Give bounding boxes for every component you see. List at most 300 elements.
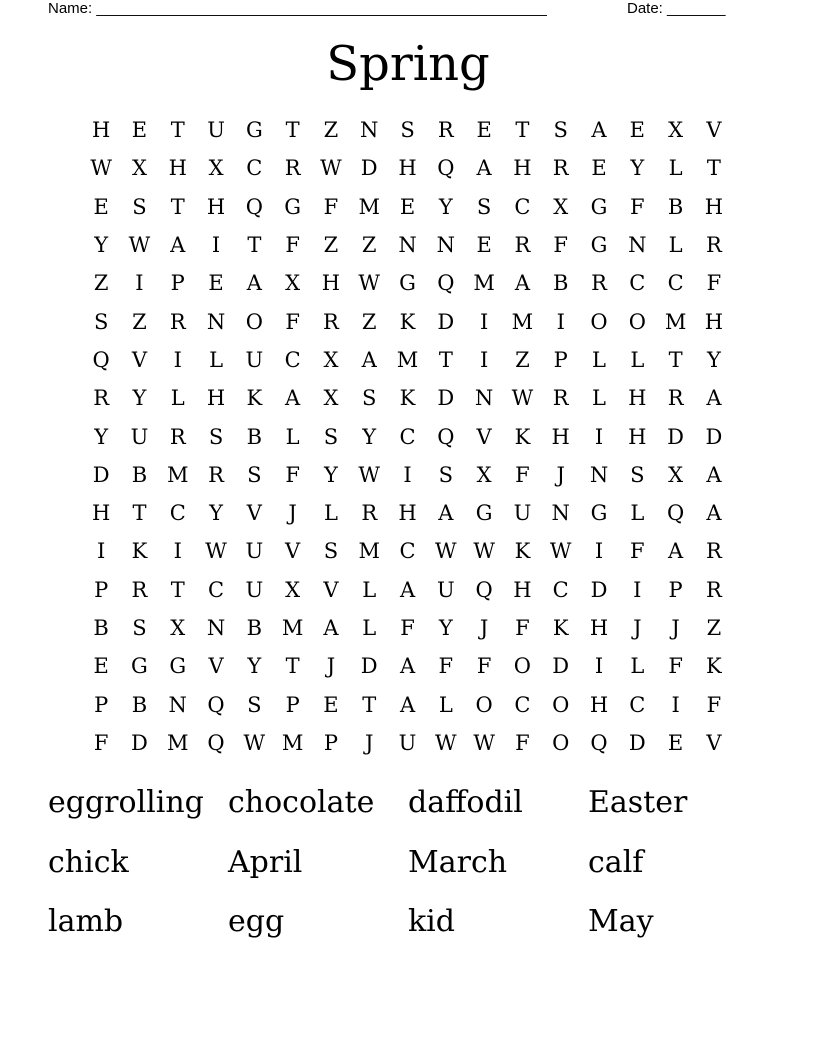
grid-letter: A xyxy=(514,271,530,296)
grid-row xyxy=(82,456,733,494)
grid-letter: E xyxy=(93,654,109,679)
grid-letter: N xyxy=(628,233,647,258)
grid-letter: F xyxy=(93,730,109,755)
grid-letter: G xyxy=(131,654,148,679)
grid-letter: I xyxy=(479,347,489,372)
grid-letter: N xyxy=(398,233,417,258)
grid-letter: L xyxy=(362,577,377,602)
grid-letter: L xyxy=(592,386,606,411)
grid-letter: F xyxy=(285,462,300,487)
grid-letter: F xyxy=(668,654,683,679)
grid-letter: Z xyxy=(515,347,530,372)
grid-letter: S xyxy=(630,462,645,487)
grid-letter: L xyxy=(362,616,377,640)
grid-letter: R xyxy=(169,309,186,334)
grid-letter: Q xyxy=(207,692,225,717)
grid-letter: C xyxy=(399,539,416,564)
grid-row xyxy=(82,494,733,532)
word-bank-item: April xyxy=(228,844,303,880)
grid-letter: M xyxy=(664,309,687,334)
grid-letter: C xyxy=(208,577,225,602)
grid-letter: Y xyxy=(94,424,109,449)
grid-letter: M xyxy=(358,539,380,564)
grid-letter: T xyxy=(285,118,300,143)
grid-letter: F xyxy=(400,616,415,640)
grid-letter: L xyxy=(630,654,645,679)
grid-letter: A xyxy=(361,347,377,372)
grid-letter: H xyxy=(628,386,647,411)
grid-letter: A xyxy=(246,271,262,296)
grid-letter: L xyxy=(438,692,453,717)
grid-letter: C xyxy=(514,692,531,717)
grid-row xyxy=(82,417,733,455)
grid-letter: O xyxy=(513,654,532,679)
grid-letter: F xyxy=(706,692,722,717)
grid-letter: E xyxy=(476,233,492,258)
grid-letter: G xyxy=(245,118,263,143)
grid-letter: J xyxy=(479,616,489,640)
grid-letter: A xyxy=(476,156,492,181)
grid-letter: T xyxy=(706,156,721,181)
grid-letter: L xyxy=(630,501,645,526)
grid-letter: R xyxy=(131,577,148,602)
grid-letter: N xyxy=(206,616,226,640)
grid-letter: W xyxy=(435,539,457,564)
grid-letter: E xyxy=(476,118,492,143)
grid-letter: M xyxy=(281,730,304,755)
word-bank-item: lamb xyxy=(48,904,124,939)
grid-letter: T xyxy=(285,654,300,679)
grid-letter: A xyxy=(285,386,301,411)
grid-letter: G xyxy=(590,233,608,258)
grid-letter: R xyxy=(208,462,224,487)
date-field: Date: _______ xyxy=(627,0,726,17)
grid-letter: Z xyxy=(132,309,147,334)
grid-letter: I xyxy=(403,462,412,487)
grid-letter: P xyxy=(94,692,109,717)
grid-letter: I xyxy=(633,577,642,602)
grid-letter: Q xyxy=(437,271,455,296)
grid-letter: X xyxy=(476,462,492,487)
grid-letter: Y xyxy=(706,347,721,372)
grid-letter: R xyxy=(705,577,722,602)
grid-letter: M xyxy=(281,616,304,640)
grid-letter: K xyxy=(131,539,148,564)
grid-letter: K xyxy=(514,539,531,564)
grid-letter: P xyxy=(94,577,109,602)
grid-letter: G xyxy=(169,654,187,679)
grid-letter: J xyxy=(326,654,336,679)
grid-letter: H xyxy=(398,156,417,181)
grid-letter: X xyxy=(208,156,224,181)
grid-letter: T xyxy=(362,692,377,717)
grid-row xyxy=(82,685,733,723)
grid-letter: J xyxy=(365,730,374,755)
grid-letter: O xyxy=(245,309,263,334)
grid-letter: U xyxy=(207,118,225,143)
grid-letter: N xyxy=(474,386,494,411)
grid-letter: G xyxy=(590,194,608,219)
grid-letter: L xyxy=(668,233,683,258)
grid-letter: D xyxy=(628,730,646,755)
grid-letter: I xyxy=(211,233,221,258)
grid-letter: K xyxy=(399,386,416,411)
grid-letter: M xyxy=(166,730,189,755)
grid-letter: M xyxy=(358,194,380,219)
grid-letter: I xyxy=(671,692,680,717)
grid-letter: V xyxy=(323,577,339,602)
grid-letter: F xyxy=(323,194,339,219)
grid-letter: V xyxy=(246,501,262,526)
grid-row xyxy=(82,264,733,302)
grid-letter: C xyxy=(514,194,531,219)
grid-letter: D xyxy=(360,156,378,181)
grid-letter: E xyxy=(667,730,684,755)
grid-letter: B xyxy=(552,271,569,296)
grid-letter: C xyxy=(667,271,684,296)
word-bank-item: March xyxy=(408,844,508,880)
grid-letter: S xyxy=(323,424,339,449)
grid-letter: R xyxy=(169,424,186,449)
grid-letter: D xyxy=(92,462,110,487)
grid-letter: J xyxy=(633,616,642,640)
grid-letter: T xyxy=(515,118,530,143)
grid-letter: N xyxy=(589,462,609,487)
grid-letter: Y xyxy=(132,386,147,411)
grid-letter: M xyxy=(396,347,419,372)
grid-letter: Z xyxy=(361,309,377,334)
grid-letter: O xyxy=(552,692,570,717)
grid-letter: F xyxy=(476,654,492,679)
grid-letter: F xyxy=(630,539,645,564)
grid-letter: W xyxy=(243,730,266,755)
grid-letter: Y xyxy=(362,424,377,449)
grid-letter: N xyxy=(168,692,187,717)
grid-letter: E xyxy=(399,194,416,219)
grid-letter: N xyxy=(206,309,226,334)
word-bank-item: calf xyxy=(588,844,644,880)
grid-letter: B xyxy=(131,462,148,487)
grid-letter: W xyxy=(205,539,227,564)
grid-letter: V xyxy=(706,730,722,755)
grid-letter: Q xyxy=(437,156,455,181)
grid-letter: D xyxy=(552,654,570,679)
grid-letter: W xyxy=(320,156,342,181)
grid-letter: K xyxy=(706,654,722,679)
grid-letter: T xyxy=(668,347,683,372)
grid-letter: J xyxy=(556,462,565,487)
grid-letter: S xyxy=(247,692,262,717)
grid-letter: I xyxy=(594,539,604,564)
grid-letter: A xyxy=(438,501,454,526)
grid-letter: G xyxy=(475,501,493,526)
grid-letter: T xyxy=(247,233,262,258)
grid-letter: V xyxy=(208,654,224,679)
grid-letter: H xyxy=(513,156,532,181)
grid-letter: R xyxy=(705,539,722,564)
grid-letter: Q xyxy=(92,347,110,372)
name-field: Name: ______________________________________________________ xyxy=(48,0,547,17)
grid-letter: A xyxy=(399,654,416,679)
grid-letter: Z xyxy=(706,616,722,640)
grid-letter: N xyxy=(360,118,379,143)
grid-letter: A xyxy=(591,118,607,143)
word-bank-item: May xyxy=(588,904,654,939)
word-bank-item: eggrolling xyxy=(48,785,204,820)
grid-letter: T xyxy=(170,194,185,219)
grid-letter: I xyxy=(556,309,565,334)
grid-letter: U xyxy=(130,424,149,449)
grid-letter: U xyxy=(245,539,264,564)
grid-letter: Q xyxy=(590,730,608,755)
grid-letter: X xyxy=(668,118,684,143)
grid-letter: K xyxy=(514,424,531,449)
grid-letter: C xyxy=(246,156,263,181)
grid-letter: R xyxy=(284,156,301,181)
grid-letter: D xyxy=(437,386,455,411)
grid-letter: J xyxy=(671,616,680,640)
grid-letter: R xyxy=(93,386,110,411)
grid-letter: S xyxy=(400,118,415,143)
grid-letter: U xyxy=(398,730,417,755)
grid-letter: T xyxy=(132,501,147,526)
grid-letter: T xyxy=(438,347,453,372)
grid-letter: P xyxy=(285,692,300,717)
grid-letter: C xyxy=(284,347,301,372)
grid-letter: Y xyxy=(209,501,223,526)
grid-letter: H xyxy=(589,692,609,717)
grid-letter: C xyxy=(552,577,569,602)
grid-letter: A xyxy=(706,501,722,526)
grid-letter: H xyxy=(589,616,609,640)
grid-letter: R xyxy=(667,386,684,411)
grid-letter: C xyxy=(629,271,646,296)
grid-letter: Z xyxy=(323,118,339,143)
grid-letter: Y xyxy=(438,194,453,219)
grid-letter: W xyxy=(473,730,495,755)
grid-letter: Z xyxy=(323,233,339,258)
grid-letter: D xyxy=(590,577,608,602)
grid-letter: M xyxy=(166,462,189,487)
grid-letter: I xyxy=(97,539,106,564)
grid-letter: H xyxy=(704,194,724,219)
grid-row xyxy=(82,609,733,647)
grid-row xyxy=(82,532,733,570)
grid-letter: H xyxy=(91,118,111,143)
grid-letter: I xyxy=(173,539,182,564)
grid-letter: S xyxy=(476,194,492,219)
grid-letter: T xyxy=(170,577,185,602)
grid-letter: R xyxy=(514,233,531,258)
grid-row xyxy=(82,647,733,685)
grid-letter: R xyxy=(591,271,607,296)
grid-letter: X xyxy=(285,271,301,296)
grid-letter: H xyxy=(551,424,570,449)
grid-letter: B xyxy=(131,692,148,717)
grid-letter: K xyxy=(246,386,263,411)
grid-letter: S xyxy=(323,539,339,564)
grid-letter: B xyxy=(246,616,263,640)
grid-letter: H xyxy=(206,194,226,219)
grid-letter: B xyxy=(667,194,684,219)
grid-letter: D xyxy=(705,424,723,449)
grid-letter: T xyxy=(170,118,185,143)
grid-letter: E xyxy=(93,194,109,219)
grid-letter: L xyxy=(592,347,606,372)
grid-letter: S xyxy=(93,309,109,334)
grid-letter: V xyxy=(131,347,148,372)
grid-letter: O xyxy=(628,309,646,334)
grid-letter: S xyxy=(438,462,454,487)
grid-letter: A xyxy=(399,692,416,717)
grid-letter: X xyxy=(323,347,339,372)
grid-letter: F xyxy=(630,194,645,219)
grid-letter: L xyxy=(285,424,300,449)
grid-letter: V xyxy=(285,539,301,564)
grid-letter: Y xyxy=(323,462,338,487)
word-bank-item: egg xyxy=(228,904,285,939)
grid-letter: M xyxy=(473,271,495,296)
grid-letter: O xyxy=(552,730,570,755)
grid-letter: D xyxy=(667,424,685,449)
grid-letter: S xyxy=(362,386,377,411)
grid-row xyxy=(82,571,733,609)
grid-letter: U xyxy=(245,577,264,602)
grid-letter: B xyxy=(93,616,109,640)
grid-letter: I xyxy=(173,347,182,372)
grid-letter: G xyxy=(590,501,608,526)
grid-letter: Y xyxy=(630,156,645,181)
grid-row xyxy=(82,149,733,187)
grid-letter: I xyxy=(135,271,144,296)
grid-letter: H xyxy=(513,577,532,602)
grid-letter: A xyxy=(706,386,722,411)
grid-letter: E xyxy=(591,156,607,181)
grid-letter: Q xyxy=(207,730,225,755)
grid-letter: A xyxy=(399,577,416,602)
grid-letter: R xyxy=(552,386,569,411)
grid-letter: Q xyxy=(475,577,493,602)
grid-letter: V xyxy=(706,118,722,143)
grid-row xyxy=(82,724,733,762)
grid-letter: D xyxy=(360,654,378,679)
grid-letter: Y xyxy=(247,654,262,679)
grid-letter: E xyxy=(131,118,148,143)
grid-letter: D xyxy=(437,309,455,334)
grid-letter: Q xyxy=(666,501,685,526)
grid-letter: X xyxy=(323,386,339,411)
grid-letter: W xyxy=(511,386,534,411)
grid-row xyxy=(82,188,733,226)
grid-letter: M xyxy=(511,309,534,334)
grid-letter: W xyxy=(473,539,495,564)
grid-letter: P xyxy=(323,730,338,755)
grid-letter: W xyxy=(549,539,572,564)
grid-letter: O xyxy=(475,692,493,717)
grid-letter: P xyxy=(170,271,185,296)
grid-letter: S xyxy=(553,118,568,143)
grid-letter: J xyxy=(288,501,297,526)
letter-grid xyxy=(82,111,733,762)
grid-letter: S xyxy=(247,462,262,487)
grid-row xyxy=(82,379,733,417)
word-bank-item: daffodil xyxy=(408,785,523,820)
word-bank-item: Easter xyxy=(588,785,688,820)
grid-letter: L xyxy=(323,501,338,526)
grid-letter: G xyxy=(399,271,416,296)
grid-letter: P xyxy=(553,347,568,372)
grid-letter: S xyxy=(132,194,147,219)
word-bank-item: kid xyxy=(408,904,455,939)
grid-letter: R xyxy=(437,118,454,143)
grid-letter: F xyxy=(515,616,530,640)
grid-letter: D xyxy=(131,730,148,755)
grid-letter: B xyxy=(246,424,263,449)
grid-letter: H xyxy=(628,424,647,449)
word-bank-item: chick xyxy=(48,844,129,880)
grid-letter: L xyxy=(209,347,224,372)
grid-letter: I xyxy=(479,309,489,334)
grid-letter: R xyxy=(705,233,722,258)
grid-letter: U xyxy=(436,577,455,602)
grid-letter: F xyxy=(285,309,300,334)
grid-letter: A xyxy=(170,233,186,258)
grid-letter: A xyxy=(668,539,684,564)
grid-letter: C xyxy=(629,692,646,717)
grid-letter: H xyxy=(398,501,417,526)
grid-letter: K xyxy=(552,616,569,640)
grid-letter: A xyxy=(323,616,339,640)
grid-letter: I xyxy=(594,424,604,449)
grid-letter: U xyxy=(513,501,532,526)
grid-letter: E xyxy=(208,271,224,296)
grid-letter: X xyxy=(170,616,186,640)
grid-letter: E xyxy=(323,692,339,717)
grid-letter: S xyxy=(132,616,147,640)
grid-row xyxy=(82,111,733,149)
grid-letter: E xyxy=(629,118,645,143)
grid-letter: X xyxy=(285,577,301,602)
grid-letter: F xyxy=(438,654,454,679)
grid-letter: L xyxy=(170,386,185,411)
grid-letter: S xyxy=(208,424,224,449)
word-bank-item: chocolate xyxy=(228,785,375,820)
grid-letter: C xyxy=(399,424,416,449)
grid-letter: X xyxy=(668,462,684,487)
grid-letter: Y xyxy=(438,616,453,640)
grid-letter: P xyxy=(668,577,683,602)
grid-letter: F xyxy=(706,271,722,296)
grid-letter: N xyxy=(551,501,570,526)
header-row xyxy=(0,0,816,20)
grid-letter: Q xyxy=(245,194,263,219)
grid-letter: K xyxy=(399,309,416,334)
grid-letter: W xyxy=(128,233,151,258)
grid-letter: H xyxy=(168,156,187,181)
grid-letter: G xyxy=(284,194,302,219)
grid-letter: F xyxy=(285,233,300,258)
grid-letter: Y xyxy=(94,233,109,258)
grid-letter: Q xyxy=(437,424,455,449)
grid-letter: W xyxy=(435,730,457,755)
grid-letter: U xyxy=(245,347,264,372)
grid-letter: R xyxy=(552,156,569,181)
page-title: Spring xyxy=(326,36,490,92)
grid-letter: H xyxy=(91,501,111,526)
grid-letter: F xyxy=(515,730,530,755)
grid-row xyxy=(82,341,733,379)
grid-letter: L xyxy=(668,156,683,181)
